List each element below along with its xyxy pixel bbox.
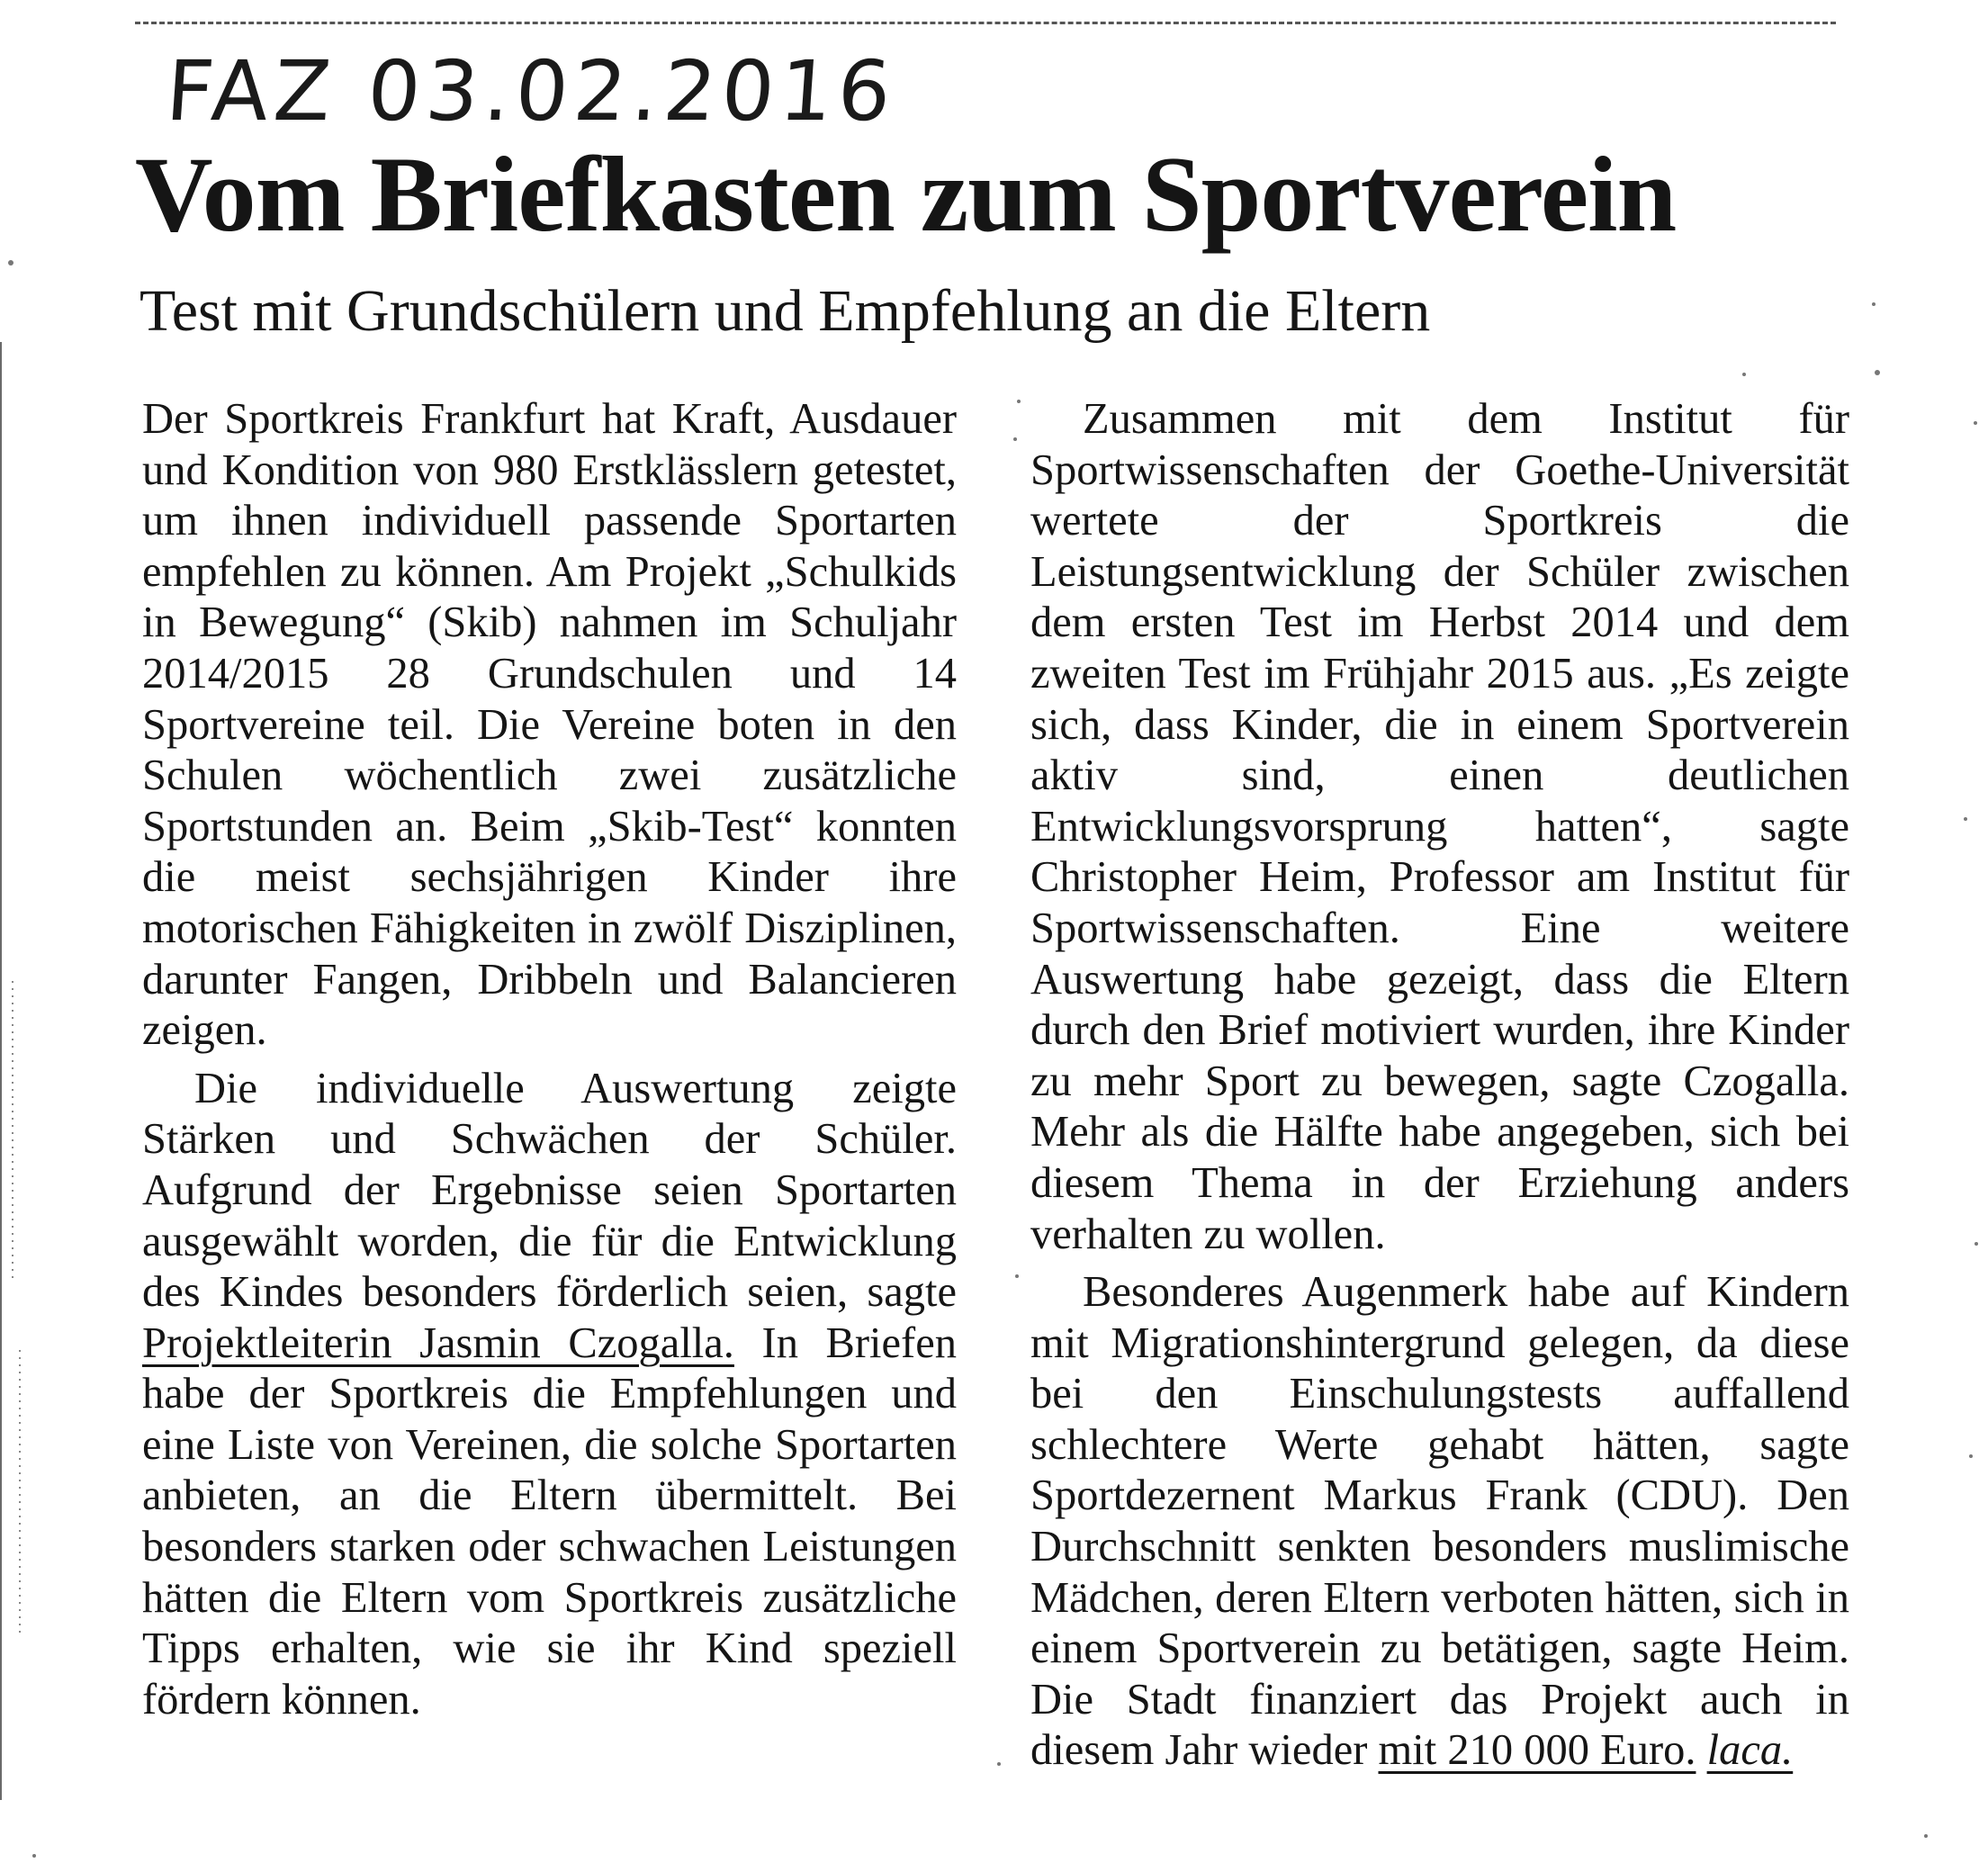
top-rule (135, 22, 1836, 24)
author-byline: laca. (1706, 1726, 1794, 1775)
article-column-right (1030, 394, 1849, 1777)
handwritten-source-date: FAZ 03.02.2016 (163, 43, 900, 140)
right-paragraph-2-start: Besonderes Augenmerk habe auf Kindern mit Migrationshintergrund gelegen, da diese bei den Einschulungstests auffallend schlechtere Werte gehabt hätten, sagte Sportdezernent Markus Frank (CDU). Den Durchschnitt senkten besonders muslimische Mädchen, deren Eltern verboten hätten, sich in einem Sportverein zu betätigen, sagte Heim. Die Stadt finanziert das Projekt auch in diesem Jahr wieder (1030, 1268, 1849, 1775)
left-paragraph-1: Der Sportkreis Frankfurt hat Kraft, Ausdauer und Kondition von 980 Erstklässlern getestet, um ihnen individuell passende Sportarten empfehlen zu können. Am Projekt „Schulkids in Bewegung“ (Skib) nahmen im Schuljahr 2014/2015 28 Grundschulen und 14 Sportvereine teil. Die Vereine boten in den Schulen wöchentlich zwei zusätzliche Sportstunden an. Beim „Skib-Test“ konnten die meist sechsjährigen Kinder ihre motorischen Fähigkeiten in zwölf Disziplinen, darunter Fangen, Dribbeln und Balancieren zeigen. (142, 395, 957, 1055)
right-paragraph-2 (1030, 1267, 1849, 1777)
left-paragraph-2-end: In Briefen habe der Sportkreis die Empfehlungen und eine Liste von Vereinen, die solche Sportarten anbieten, an die Eltern übermittelt. Bei besonders starken oder schwachen Leistungen hätten die Eltern vom Sportkreis zusätzliche Tipps erhalten, wie sie ihr Kind speziell fördern können. (142, 1318, 957, 1724)
underlined-funding-amount: mit 210 000 Euro. (1378, 1726, 1696, 1775)
article-headline: Vom Briefkasten zum Sportverein (135, 134, 1677, 254)
right-paragraph-1: Zusammen mit dem Institut für Sportwissenschaften der Goethe-Universität wertete der Sportkreis die Leistungsentwicklung der Schüler zwischen dem ersten Test im Herbst 2014 und dem zweiten Test im Frühjahr 2015 aus. „Es zeigte sich, dass Kinder, die in einem Sportverein aktiv sind, einen deutlichen Entwicklungsvorsprung hatten“, sagte Christopher Heim, Professor am Institut für Sportwissenschaften. Eine weitere Auswertung habe gezeigt, dass die Eltern durch den Brief motiviert wurden, ihre Kinder zu mehr Sport zu bewegen, sagte Czogalla. Mehr als die Hälfte habe angegeben, sich bei diesem Thema in der Erziehung anders verhalten zu wollen. (1030, 395, 1849, 1258)
left-paragraph-2 (142, 1064, 957, 1726)
left-paragraph-2-start: Die individuelle Auswertung zeigte Stärken und Schwächen der Schüler. Aufgrund der Ergebnisse seien Sportarten ausgewählt worden, die für die Entwicklung des Kindes besonders förderlich seien, sagte (142, 1064, 957, 1317)
article-subheadline: Test mit Grundschülern und Empfehlung an die Eltern (139, 278, 1431, 344)
underlined-project-lead: Projektleiterin Jasmin Czogalla. (142, 1318, 734, 1367)
article-column-left (142, 394, 957, 1725)
scan-edge-line (0, 342, 5, 1800)
